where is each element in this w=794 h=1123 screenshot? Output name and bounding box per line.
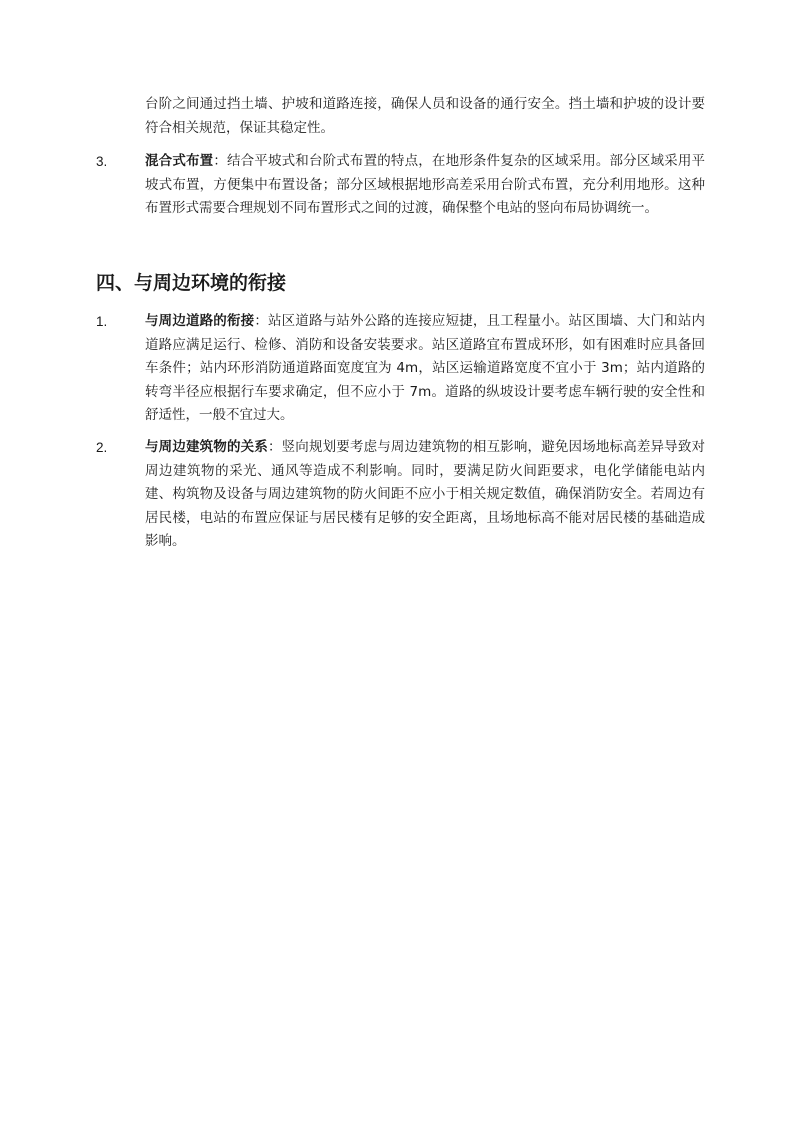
list-item-title: 混合式布置 xyxy=(145,153,214,169)
list-item-body xyxy=(145,436,705,554)
continuation-paragraph: 台阶之间通过挡土墙、护坡和道路连接，确保人员和设备的通行安全。挡土墙和护坡的设计要符合相关规范，保证其稳定性。 xyxy=(145,96,705,136)
list-item-number: 2. xyxy=(96,440,108,455)
list-item-text: ：结合平坡式和台阶式布置的特点，在地形条件复杂的区域采用。部分区域采用平坡式布置，方便集中布置设备；部分区域根据地形高差采用台阶式布置，充分利用地形。这种布置形式需要合理规划不同布置形式之间的过渡，确保整个电站的竖向布局协调统一。 xyxy=(145,153,705,217)
list-item-number: 1. xyxy=(96,314,108,329)
list-item-text: ：站区道路与站外公路的连接应短捷，且工程量小。站区围墙、大门和站内道路应满足运行、检修、消防和设备安装要求。站区道路宜布置成环形，如有困难时应具备回车条件；站内环形消防通道路面宽度宜为 4m，站区运输道路宽度不宜小于 3m；站内道路的转弯半径应根据行车要求确定，但不应小于 7m。道路的纵坡设计要考虑车辆行驶的安全性和舒适性，一般不宜过大。 xyxy=(145,313,706,424)
list-item-body xyxy=(145,310,705,428)
list-item-number: 3. xyxy=(96,154,108,169)
list-item-text: ：竖向规划要考虑与周边建筑物的相互影响，避免因场地标高差异导致对周边建筑物的采光、通风等造成不利影响。同时，要满足防火间距要求，电化学储能电站内建、构筑物及设备与周边建筑物的防火间距不应小于相关规定数值，确保消防安全。若周边有居民楼，电站的布置应保证与居民楼有足够的安全距离，且场地标高不能对居民楼的基础造成影响。 xyxy=(145,439,706,550)
section-heading: 四、与周边环境的衔接 xyxy=(96,272,287,294)
list-item-title: 与周边道路的衔接 xyxy=(145,313,255,329)
list-item-body xyxy=(145,150,705,221)
list-item-title: 与周边建筑物的关系 xyxy=(145,439,268,455)
